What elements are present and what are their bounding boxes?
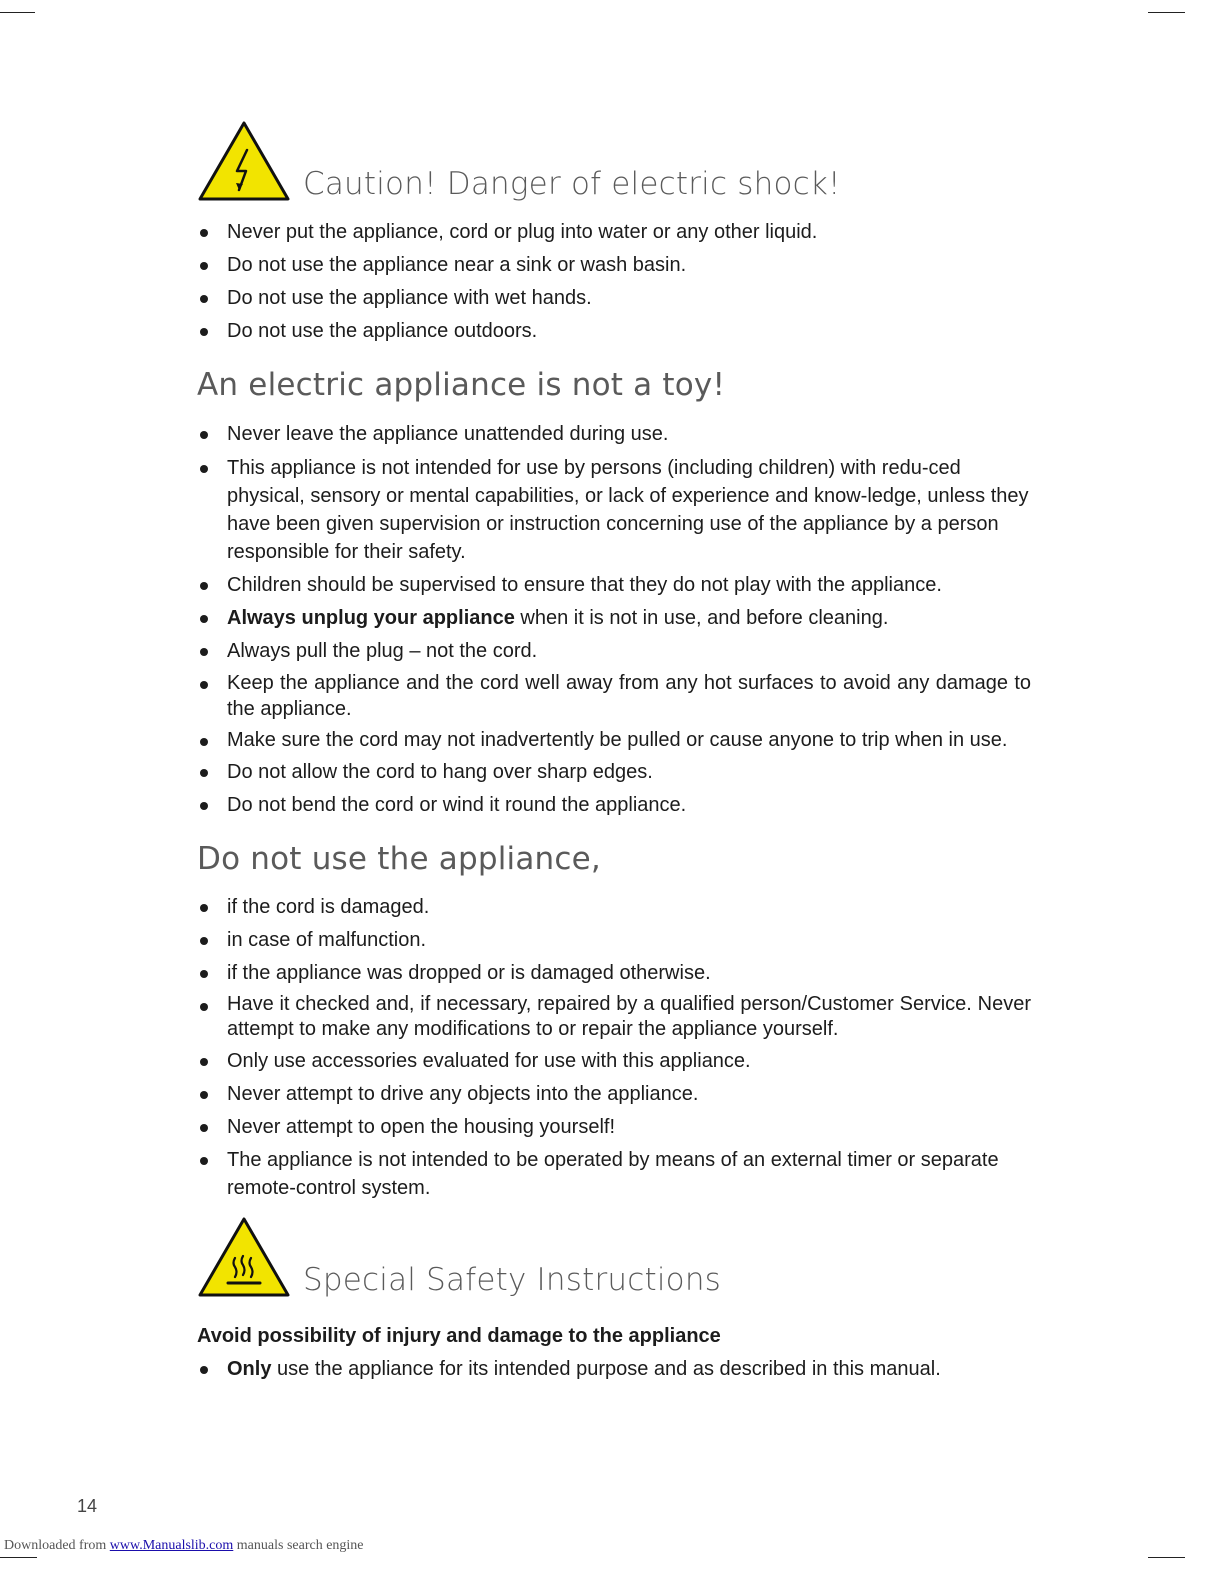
crop-mark-bottom-left <box>0 1557 37 1558</box>
list-item: Have it checked and, if necessary, repaired by a qualified person/Customer Service. Never attempt to make any modifications to or repair the appliance yourself. <box>197 992 1031 1042</box>
do-not-use-title: Do not use the appliance, <box>197 841 601 877</box>
list-item: Do not use the appliance outdoors. <box>197 317 1031 345</box>
only-emphasis: Only <box>227 1358 272 1380</box>
electric-shock-title: Caution! Danger of electric shock! <box>303 166 841 202</box>
crop-mark-top-right <box>1148 12 1185 13</box>
always-unplug-emphasis: Always unplug your appliance <box>227 607 515 629</box>
list-item: Do not use the appliance with wet hands. <box>197 284 1031 312</box>
download-footer <box>4 1538 364 1554</box>
list-item: Never put the appliance, cord or plug into water or any other liquid. <box>197 218 1031 246</box>
list-item: Keep the appliance and the cord well away from any hot surfaces to avoid any damage to the appliance. <box>197 670 1031 722</box>
hot-surface-warning-icon <box>197 1216 291 1298</box>
crop-mark-bottom-right <box>1148 1557 1185 1558</box>
list-item: Do not bend the cord or wind it round the appliance. <box>197 791 1031 819</box>
electric-shock-heading <box>197 120 1031 202</box>
list-item <box>197 604 1031 632</box>
list-item: Make sure the cord may not inadvertently be pulled or cause anyone to trip when in use. <box>197 727 1031 753</box>
list-item: if the appliance was dropped or is damaged otherwise. <box>197 959 1031 987</box>
list-item: Children should be supervised to ensure that they do not play with the appliance. <box>197 571 1031 599</box>
list-item: Always pull the plug – not the cord. <box>197 637 1031 665</box>
electric-shock-list <box>197 218 1031 345</box>
not-a-toy-list <box>197 420 1031 819</box>
special-safety-heading <box>197 1216 1031 1298</box>
list-item: Only use accessories evaluated for use with this appliance. <box>197 1047 1031 1075</box>
list-item: Do not use the appliance near a sink or wash basin. <box>197 251 1031 279</box>
list-item: Never attempt to open the housing yourself! <box>197 1113 1031 1141</box>
special-safety-list <box>197 1355 1031 1383</box>
list-item: if the cord is damaged. <box>197 893 1031 921</box>
special-safety-subheading: Avoid possibility of injury and damage to the appliance <box>197 1325 721 1347</box>
list-item-text: use the appliance for its intended purpose and as described in this manual. <box>271 1358 941 1380</box>
not-a-toy-title: An electric appliance is not a toy! <box>197 367 726 403</box>
list-item-text: when it is not in use, and before cleaning. <box>514 607 889 629</box>
page-content <box>197 120 1031 1383</box>
footer-prefix: Downloaded from <box>4 1538 110 1553</box>
footer-suffix: manuals search engine <box>233 1538 364 1553</box>
page-number: 14 <box>77 1496 98 1516</box>
electric-shock-warning-icon <box>197 120 291 202</box>
list-item <box>197 1355 1031 1383</box>
list-item: Never attempt to drive any objects into the appliance. <box>197 1080 1031 1108</box>
list-item: Do not allow the cord to hang over sharp edges. <box>197 758 1031 786</box>
list-item: Never leave the appliance unattended during use. <box>197 420 1031 448</box>
list-item: The appliance is not intended to be operated by means of an external timer or separate remote-control system. <box>197 1146 1031 1202</box>
special-safety-title: Special Safety Instructions <box>303 1262 722 1298</box>
list-item: This appliance is not intended for use by persons (including children) with redu-ced physical, sensory or mental capabilities, or lack of experience and know-ledge, unless they have been given supervision or instruction concerning use of the appliance by a person responsible for their safety. <box>197 454 1031 566</box>
crop-mark-top-left <box>0 12 35 13</box>
do-not-use-list <box>197 893 1031 1202</box>
list-item: in case of malfunction. <box>197 926 1031 954</box>
manualslib-link[interactable]: www.Manualslib.com <box>109 1538 234 1553</box>
